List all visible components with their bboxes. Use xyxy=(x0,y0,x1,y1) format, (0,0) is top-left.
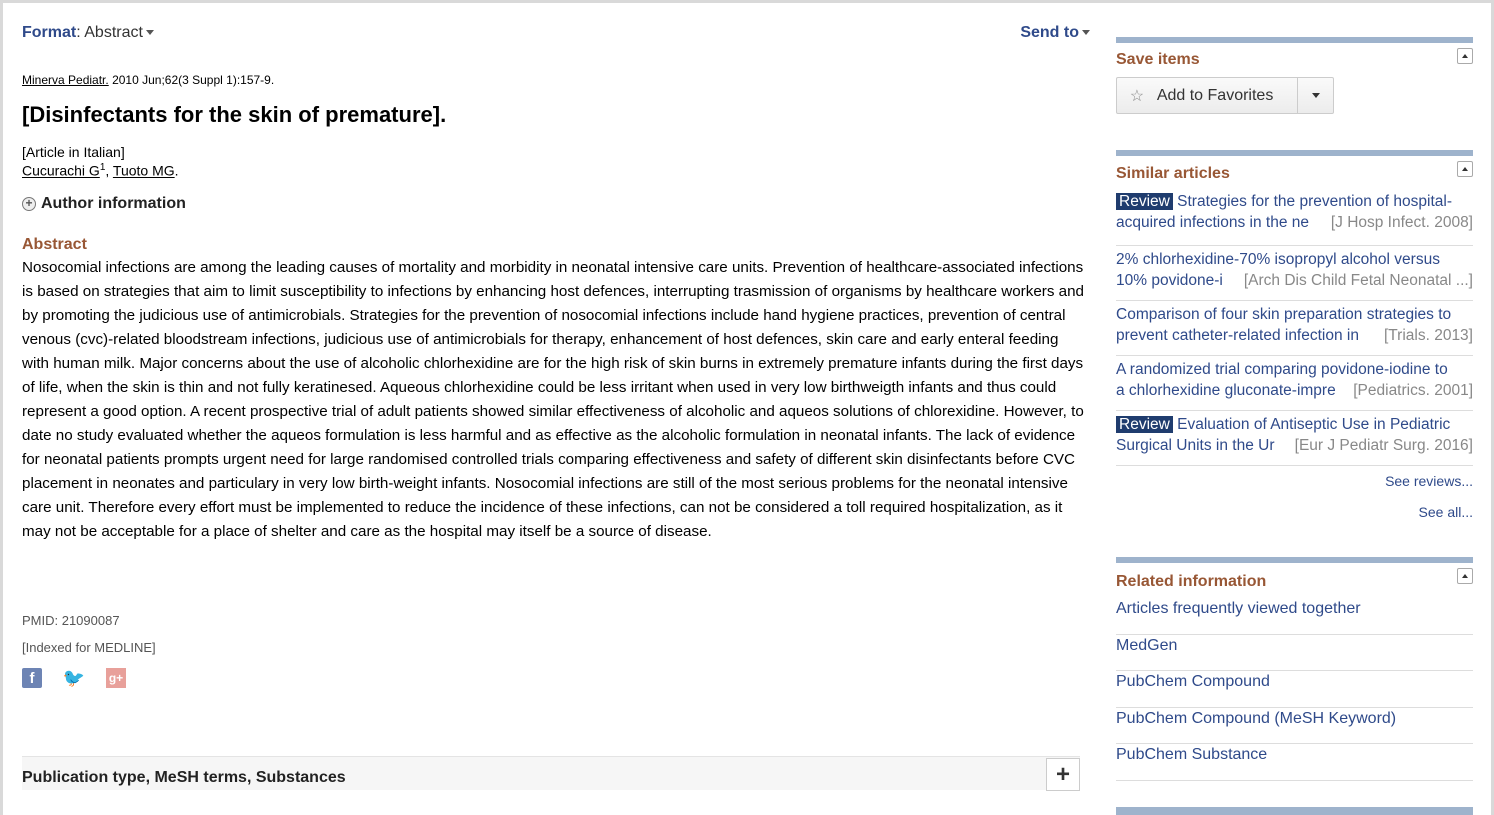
similar-articles-list xyxy=(1116,191,1473,466)
publication-type-label: Publication type, MeSH terms, Substances xyxy=(22,769,346,786)
similar-article-item[interactable] xyxy=(1116,301,1473,356)
similar-article-title-cont: Surgical Units in the Ur xyxy=(1116,437,1275,454)
portlet-bar xyxy=(1116,37,1473,43)
language-note: [Article in Italian] xyxy=(22,144,125,160)
indexed-note: [Indexed for MEDLINE] xyxy=(22,640,156,655)
similar-article-title-cont: acquired infections in the ne xyxy=(1116,214,1310,231)
save-items-portlet xyxy=(1116,37,1473,105)
format-bar xyxy=(22,24,1090,44)
format-label: Format xyxy=(22,24,77,41)
related-information-title: Related information xyxy=(1116,573,1267,590)
related-information-portlet xyxy=(1116,557,1473,763)
chevron-down-icon xyxy=(1082,30,1090,35)
related-information-list xyxy=(1116,598,1473,781)
similar-article-item[interactable] xyxy=(1116,191,1473,246)
format-selector[interactable]: Format: Abstract xyxy=(22,24,154,41)
related-link-pubchem-compound-mesh[interactable]: PubChem Compound (MeSH Keyword) xyxy=(1116,708,1473,745)
author-link[interactable]: Tuoto MG xyxy=(112,162,175,179)
collapse-button[interactable] xyxy=(1457,161,1473,177)
review-badge: Review xyxy=(1116,193,1173,210)
expand-button[interactable] xyxy=(1046,758,1080,791)
related-link-pubchem-substance[interactable]: PubChem Substance xyxy=(1116,744,1473,781)
similar-article-item[interactable] xyxy=(1116,356,1473,411)
star-icon: ☆ xyxy=(1129,87,1145,105)
publication-type-section[interactable] xyxy=(22,756,1080,790)
chevron-down-icon xyxy=(146,30,154,35)
related-link-articles-viewed-together[interactable]: Articles frequently viewed together xyxy=(1116,598,1473,635)
citation-details: 2010 Jun;62(3 Suppl 1):157-9. xyxy=(112,73,275,87)
format-value: Abstract xyxy=(84,24,143,41)
similar-article-title-cont: a chlorhexidine gluconate-impre xyxy=(1116,382,1336,399)
collapse-button[interactable] xyxy=(1457,48,1473,64)
social-share xyxy=(22,668,126,688)
author-link[interactable]: Cucurachi G xyxy=(22,162,100,179)
portlet-bar xyxy=(1116,807,1473,815)
similar-article-source: [Eur J Pediatr Surg. 2016] xyxy=(1292,435,1473,456)
similar-article-source: [Trials. 2013] xyxy=(1381,325,1473,346)
author-affiliation-sup[interactable]: 1 xyxy=(99,162,106,173)
similar-article-source: [Arch Dis Child Fetal Neonatal ...] xyxy=(1241,270,1473,291)
save-items-title: Save items xyxy=(1116,51,1200,68)
similar-article-title: A randomized trial comparing povidone-iodine to xyxy=(1116,361,1448,378)
similar-articles-title: Similar articles xyxy=(1116,165,1230,182)
similar-article-item[interactable] xyxy=(1116,411,1473,466)
similar-article-title: Strategies for the prevention of hospital- xyxy=(1177,193,1452,210)
pmid: PMID: 21090087 xyxy=(22,613,120,628)
see-all-link[interactable]: See all... xyxy=(1418,504,1473,520)
article-title: [Disinfectants for the skin of premature]. xyxy=(22,102,447,127)
portlet-bar xyxy=(1116,150,1473,156)
send-to-label: Send to xyxy=(1020,24,1079,41)
similar-article-title: 2% chlorhexidine-70% isopropyl alcohol versus xyxy=(1116,251,1440,268)
plus-icon: + xyxy=(1055,761,1070,788)
related-link-pubchem-compound[interactable]: PubChem Compound xyxy=(1116,671,1473,708)
facebook-icon[interactable]: f xyxy=(22,668,42,688)
journal-link[interactable]: Minerva Pediatr. xyxy=(22,73,109,87)
author-list: Cucurachi $G^1$, Tuoto MG. xyxy=(22,162,179,179)
similar-articles-portlet xyxy=(1116,150,1473,520)
similar-article-title: Evaluation of Antiseptic Use in Pediatric xyxy=(1177,416,1451,433)
similar-article-source: [Pediatrics. 2001] xyxy=(1350,380,1473,401)
review-badge: Review xyxy=(1116,416,1173,433)
portlet-bar xyxy=(1116,557,1473,563)
abstract-heading: Abstract xyxy=(22,236,87,253)
similar-article-title-cont: prevent catheter-related infection in xyxy=(1116,327,1359,344)
add-to-favorites-label: Add to Favorites xyxy=(1156,86,1274,104)
author-information-label: Author information xyxy=(41,195,186,212)
add-to-favorites-button[interactable] xyxy=(1116,77,1334,114)
see-reviews-link[interactable]: See reviews... xyxy=(1385,473,1473,489)
related-link-medgen[interactable]: MedGen xyxy=(1116,635,1473,672)
chevron-down-icon xyxy=(1312,93,1320,98)
author-information-toggle[interactable] xyxy=(22,195,186,213)
google-plus-icon[interactable]: g+ xyxy=(106,668,126,688)
send-to-button[interactable] xyxy=(1020,24,1090,42)
citation xyxy=(22,73,274,87)
similar-article-title: Comparison of four skin preparation strategies to xyxy=(1116,306,1452,323)
similar-article-source: [J Hosp Infect. 2008] xyxy=(1328,212,1473,233)
similar-article-item[interactable] xyxy=(1116,246,1473,301)
favorites-dropdown-button[interactable] xyxy=(1297,78,1333,113)
twitter-icon[interactable]: 🐦 xyxy=(62,667,86,688)
abstract-text: Nosocomial infections are among the leading causes of mortality and morbidity in neonatal intensive care units. Prevention of healthcare-associated infections is based on strategies that aim to limit susceptibility to infections by enhancing host defences, interrupting trasmission of organisms by healthcare workers and by promoting the judicious use of antimicrobials. Strategies for the prevention of nosocomial infections include hand hygiene practices, prevention of central venous (cvc)-related bloodstream infections, judicious use of antimicrobials for therapy, enhancement of host defences, skin care and early enteral feeding with human milk. Major concerns about the use of alcoholic chlorhexidine are for the high risk of skin burns in extremely premature infants during the first days of life, when the skin is thin and not fully keratinesed. Aqueous chlorhexidine could be less irritant when used in very low birthweigth infants and thus could represent a good option. A recent prospective trial of adult patients showed similar effectiveness of alcoholic and aqueos solutions of chlorexidine. However, to date no study evaluated whether the aqueos formulation is less harmful and as effective as the alcoholic formulation in neonatal infants. The lack of evidence for neonatal patients prompts urgent need for large randomised controlled trials comparing effectiveness and safety of different skin disinfectants before CVC placement in neonates and particulary in very low birth-weight infants. Nosocomial infections are still of the most serious problems for the neonatal intensive care unit. Therefore every effort must be implemented to reduce the incidence of these infections, can not be considered a toll required hospitalization, as it may not be acceptable for a place of shelter and care as the hospital may itself be a source of disease. xyxy=(22,259,1084,540)
expand-plus-icon: + xyxy=(22,197,36,211)
collapse-button[interactable] xyxy=(1457,568,1473,584)
similar-article-title-cont: 10% povidone-i xyxy=(1116,272,1223,289)
